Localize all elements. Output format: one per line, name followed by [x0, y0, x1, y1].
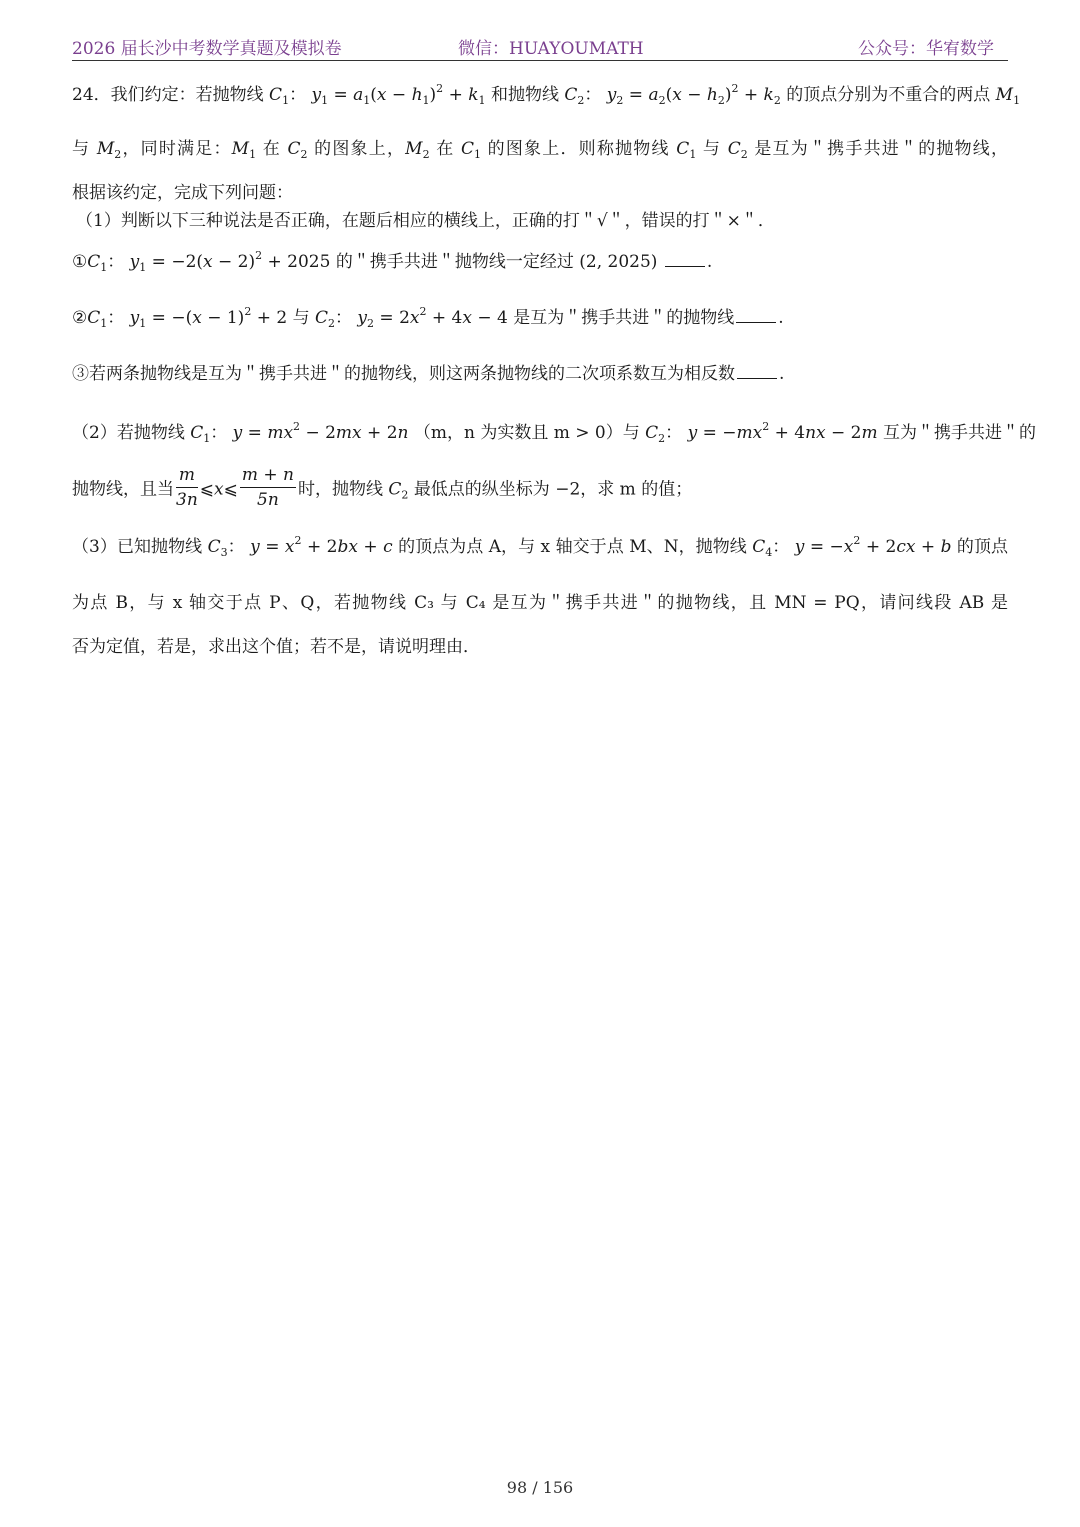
fraction-m-plus-n-over-5n: [240, 467, 296, 509]
intro-text: 我们约定：若抛物线: [110, 85, 264, 105]
frac2-denominator: 5n: [257, 490, 279, 510]
part2-parabola: 时，抛物线: [297, 479, 383, 500]
item2-text: 是互为＂携手共进＂的抛物线: [513, 308, 735, 328]
page-header: [72, 30, 1008, 61]
item1-text: 的＂携手共进＂抛物线一定经过: [335, 252, 574, 272]
intro-and-text: 和抛物线: [490, 85, 559, 105]
frac1-numerator: m: [176, 467, 198, 488]
frac1-denominator: 3n: [176, 490, 198, 510]
item1-marker: ①: [72, 252, 88, 272]
part3-intro: （3）已知抛物线: [72, 537, 203, 557]
page-number: 98 / 156: [506, 1478, 574, 1497]
part1-item1: $①C_1$： $y_1 = -2(x - 2)^2 + 2025$ 的＂携手共进＂抛物线一定经过 (2, 2025) .: [72, 249, 713, 274]
answer-blank-3[interactable]: [737, 362, 777, 379]
part3-vertex: 的顶点: [956, 537, 1009, 557]
item2-with: 与: [292, 308, 310, 328]
item2-marker: ②: [72, 308, 88, 328]
problem-number: 24．: [72, 85, 111, 105]
header-wechat: 微信：HUAYOUMATH: [458, 39, 644, 59]
part2-when: 抛物线，且当: [72, 479, 174, 500]
part1-item3: ③若两条抛物线是互为＂携手共进＂的抛物线，则这两条抛物线的二次项系数互为相反数 .: [72, 364, 785, 384]
answer-blank-1[interactable]: [665, 250, 705, 267]
problem-instruction-line: 根据该约定，完成下列问题：: [72, 183, 293, 203]
problem-condition-line: 与 $M_2$，同时满足：$M_1$ 在 $C_2$ 的图象上，$M_2$ 在 $C_1$ 的图象上．则称抛物线 $C_1$ 与 $C_2$ 是互为＂携手共进＂的抛物线，: [72, 139, 1009, 161]
intro-vertex-text: 的顶点分别为不重合的两点: [786, 85, 991, 105]
part2-intro: （2）若抛物线: [72, 423, 185, 443]
part1-title: （1）判断以下三种说法是否正确，在题后相应的横线上，正确的打＂√＂，错误的打＂×＂．: [76, 211, 775, 231]
part3-line3: 否为定值，若是，求出这个值；若不是，请说明理由．: [72, 637, 480, 657]
answer-blank-2[interactable]: [736, 306, 776, 323]
problem-intro-line: 24．我们约定：若抛物线 $C_1$： $y_1 = a_1(x - h_1)^2 + k_1$ 和抛物线 $C_2$： $y_2 = a_2(x - h_2)^2 + k_2$ 的顶点分别为不重合的两点 $M_1$: [72, 82, 1021, 107]
part2-condition: （m，n 为实数且 m > 0）与: [413, 423, 640, 443]
fraction-m-over-3n: [176, 467, 198, 509]
header-account: 公众号：华宥数学: [858, 39, 994, 59]
part2-line1: （2）若抛物线 $C_1$： $y = mx^2 - 2mx + 2n$ （m，n 为实数且 m > 0）与 $C_2$： $y = -mx^2 + 4nx - 2m$ 互为＂携手共进＂的: [72, 420, 1037, 445]
part2-line2: 抛物线，且当 $\frac{m}{3n}$ ⩽x⩽ $\frac{m + n}{5n}$ 时，抛物线 $C_2$ 最低点的纵坐标为 −2，求 m 的值；: [72, 465, 693, 510]
item3-text: ③若两条抛物线是互为＂携手共进＂的抛物线，则这两条抛物线的二次项系数互为相反数: [72, 364, 735, 384]
part1-item2: $②C_1$： $y_1 = -(x - 1)^2 + 2$ 与 $C_2$： $y_2 = 2x^2 + 4x - 4$ 是互为＂携手共进＂的抛物线 .: [72, 305, 784, 330]
header-title: 2026 届长沙中考数学真题及模拟卷: [72, 39, 342, 59]
part2-relation: 互为＂携手共进＂的: [883, 423, 1037, 443]
part3-c3-desc: 的顶点为点 A，与 x 轴交于点 M、N，抛物线: [398, 537, 747, 557]
item1-point: (2, 2025): [579, 252, 658, 272]
part3-line2: 为点 B，与 x 轴交于点 P、Q，若抛物线 C₃ 与 C₄ 是互为＂携手共进＂的抛物线，且 MN = PQ，请问线段 AB 是: [72, 593, 1008, 613]
part3-line1: （3）已知抛物线 $C_3$： $y = x^2 + 2bx + c$ 的顶点为点 A，与 x 轴交于点 M、N，抛物线 $C_4$： $y = -x^2 + 2cx + b$ 的顶点: [72, 534, 1009, 559]
frac2-numerator: m + n: [240, 467, 296, 488]
part2-ask: 最低点的纵坐标为 −2，求 m 的值；: [413, 479, 693, 500]
